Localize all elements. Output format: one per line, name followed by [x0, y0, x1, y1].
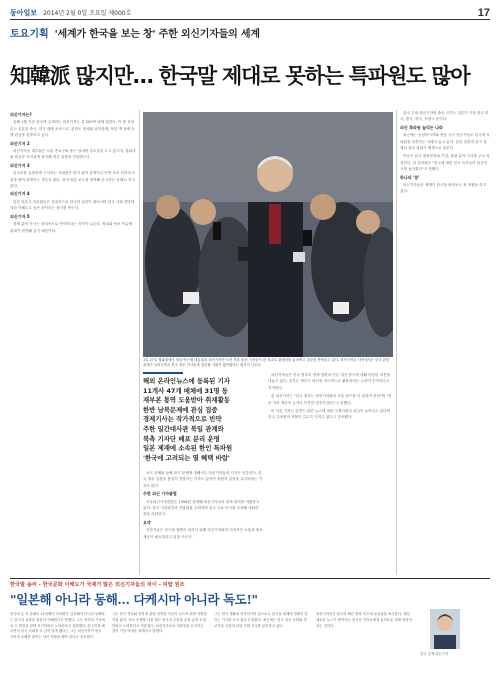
pull-quote-line: 주한 일간대사관 북일 관계와: [143, 424, 224, 433]
paragraph: 또 다른 기자는 한반도 관련 뉴스에 대한 국제사회의 관심이 높아지고 있다며 한국 특파원의 역할이 갈수록 커지고 있다고 강조했다.: [268, 409, 391, 420]
masthead: [10, 6, 490, 20]
lower-column-1: 한국에 온 지 올해로 12년째인 특파원은 일본해가 아니라 동해라는 한국의 입장을 충분히 이해한다고 말했다. 그는 자신의 기사에서 두 명칭을 함께 표기하려고 노력한다고 설명했다. 한국어를 배우면서 한국 사회를 더 깊이 알게 됐다는 그는 외신기자가 양국 사이의 오해를 줄이는 다리 역할을 해야 한다고 강조했다.: [10, 612, 105, 640]
paragraph: 한국어를 유창하게 구사하는 특파원은 많지 않아 통역이나 번역 보조 인력의 도움을 받아 취재하는 경우가 많다. 현지 언론 보도를 번역해 송고하는 사례도 적지 않다.: [10, 171, 136, 189]
article-column-2: [268, 372, 393, 575]
paragraph: 전문가들은 한국을 정확히 알리기 위해 외신기자와의 지속적인 소통과 정보 제공이 필요하다고 입을 모은다.: [143, 528, 263, 539]
pull-quote-bar: [143, 372, 183, 374]
subhead: 하나의 '창': [400, 174, 420, 180]
lower-column-2: 그는 한국 역사와 문화에 관한 서적을 꾸준히 읽으며 취재 역량을 키워 왔다. 독도 문제를 다룰 때는 양국의 주장을 균형 있게 소개하려고 노력한다고 덧붙였다. 외신기자로서 객관성을 유지하는 것이 가장 어려운 과제라고 말했다.: [112, 612, 207, 634]
paragraph: 올해 1월 기준 한국에 주재하는 외신기자는 총 200여 명에 달한다. 이 중 상당수는 일본과 중국, 미국 매체 소속으로, 한반도 정세와 남북관계, 북한 핵 문제 등에 관심을 집중하고 있다.: [10, 120, 135, 138]
subhead: 외신 특파원 늘리는 나라: [400, 124, 443, 130]
subhead: 외신기자 5: [10, 213, 30, 219]
article-column-1: [10, 110, 136, 575]
pull-quote-line: 한반 남북문제에 관심 집중: [143, 405, 218, 414]
pull-quote-line: 일본 제재에 소속된 한인 특파원: [143, 444, 233, 453]
pull-quote-line: 11개사 47개 매체에 31명 등: [143, 386, 228, 395]
subhead: 외신기자 2: [10, 140, 30, 146]
paragraph: 외신기자들은 한국 정부의 정책 설명과 언론 대응 방식에 대해 다양한 의견을 내놓고 있다. 일부는 정부가 외신을 적극적으로 활용하려는 노력이 부족하다고 지적한다.: [268, 373, 391, 390]
series-header: [10, 23, 490, 41]
subhead: 외신기자는?: [10, 112, 32, 117]
column-rule: [139, 110, 140, 575]
newspaper-logo: 동아일보: [10, 7, 38, 17]
paragraph: 이들은 한국 대중문화와 기업, 관광 분야 기사를 주로 작성한다. 한 특파원은 "한국에 대한 본국 독자들의 관심이 크게 높아졌다"고 전했다.: [400, 154, 490, 172]
article-column-3: [143, 470, 263, 575]
lower-column-4: 외신기자들은 한국의 빠른 변화 속도에 놀라움을 표시한다. 매일 새로운 뉴스가 쏟아지는 한국은 기자들에게 흥미로운 취재 현장이라는 것이다.: [316, 612, 412, 628]
subhead: 주한 외신 기자클럽: [143, 491, 177, 497]
pull-quote-line: 경제기사는 작가적으로 빈약: [143, 415, 222, 424]
page-number: 17: [477, 6, 490, 19]
paragraph: 최근에는 동남아시아와 중동 국가 언론사들도 한국에 특파원을 파견하는 사례가 늘고 있다. 한류 열풍과 한국 경제의 위상 강화가 배경으로 꼽힌다.: [400, 133, 490, 151]
paragraph: 서울외신기자클럽은 1956년 설립돼 외신기자들의 취재 편의를 지원하고 있다. 정기 기자회견과 간담회를 주최하며 한국 주요 인사를 초청해 대화의 장을 마련한다.: [143, 499, 260, 517]
paragraph: 외신기자들 대부분은 서울 종로구와 중구 일대에 사무실을 두고 있으며, 청와대와 외교부 브리핑에 참석해 정부 입장을 전달받는다.: [10, 149, 136, 160]
pull-quote-line: 재부본 통역 도움받아 취재활동: [143, 396, 230, 405]
lower-column-3: 그는 한국 생활에 만족한다며 앞으로도 한국을 세계에 정확히 알리는 기사를 쓰고 싶다고 밝혔다. 최근에는 한국 청년 문화와 정보기술 산업에 관한 기획 기사를 준비하고 있다.: [214, 612, 308, 628]
page-headline: 知韓派 많지만… 한국말 제대로 못하는 특파원도 많아: [10, 64, 470, 88]
series-tag: 토요기획: [10, 28, 49, 40]
subhead: 요약: [143, 519, 151, 525]
pull-quote-line: 북측 기자단 배포 분리 운영: [143, 434, 220, 443]
lower-section-label: 한국말 솜씨 - 한국문화 이해도가 국제가 많은 외신기자들의 차이 - 피랍 원조: [10, 582, 185, 588]
portrait-photo: [430, 609, 460, 649]
subhead: 외신기자 4: [10, 191, 30, 197]
pull-quote: [143, 372, 263, 463]
section-divider: [10, 578, 490, 579]
article-column-4: [400, 110, 490, 575]
issue-meta: 2014년 2월 0일 조요일 제000호: [43, 10, 132, 17]
lower-headline: "일본해 아니라 동해… 다케시마 아니라 독도!": [10, 592, 258, 607]
paragraph: 독도 문제와 동해 표기 문제에 대해서도 외신기자들의 시각은 엇갈린다. 한국 정부 입장을 충실히 전달하는 기자도 있지만 중립적 입장을 유지하려는 기자도 많다.: [143, 471, 263, 488]
paragraph: 경제 분야 기사는 상대적으로 빈약하다는 지적이 나온다. 정치와 안보 이슈에 취재가 편중돼 있기 때문이다.: [10, 222, 133, 233]
pull-quote-line: 해외 온라인뉴스에 등록된 기자: [143, 377, 230, 385]
paragraph: 한국 주재 외신기자의 출신 국가는 일본이 가장 많고 미국, 중국, 영국, 프랑스 순이다.: [400, 111, 489, 122]
paragraph: 외신기자들은 세계가 한국을 바라보는 창 역할을 하고 있다.: [400, 183, 487, 194]
paragraph: 일본 언론사 특파원들은 상대적으로 한국어 실력이 뛰어나며 한국 사회 전반에 대한 이해도도 높은 편이라는 평가를 받는다.: [10, 199, 135, 211]
portrait-caption: 한국 주재 외신기자: [420, 652, 449, 656]
photo-caption: 1일 27일 청와대에서 열린 박근혜 대통령과 외신기자단 오찬 직후 외신 기자들이 한 외교부 관계자를 둘러싸고 질문을 쏟아내고 있다. 외신기자들 사이에서는 한국 관련 취재가 늘어나면서 한국 정부 인사들과 접촉할 기회가 많아졌다는 평가가 나온다.: [143, 358, 390, 367]
subhead: 외신기자 3: [10, 162, 30, 168]
series-subtitle: '세계가 한국을 보는 창' 주한 외신기자들의 세계: [54, 28, 260, 40]
paragraph: 한 외신기자는 "한국 정부는 외신기자와의 소통 창구를 더 넓혀야 한다"며 "영문 자료 제공이 늦거나 부족한 경우가 많다"고 말했다.: [268, 394, 392, 405]
pull-quote-line: '한국에 고려되는 열 혜택 바람': [143, 453, 230, 462]
column-rule: [396, 110, 397, 575]
press-photo: [143, 112, 393, 357]
